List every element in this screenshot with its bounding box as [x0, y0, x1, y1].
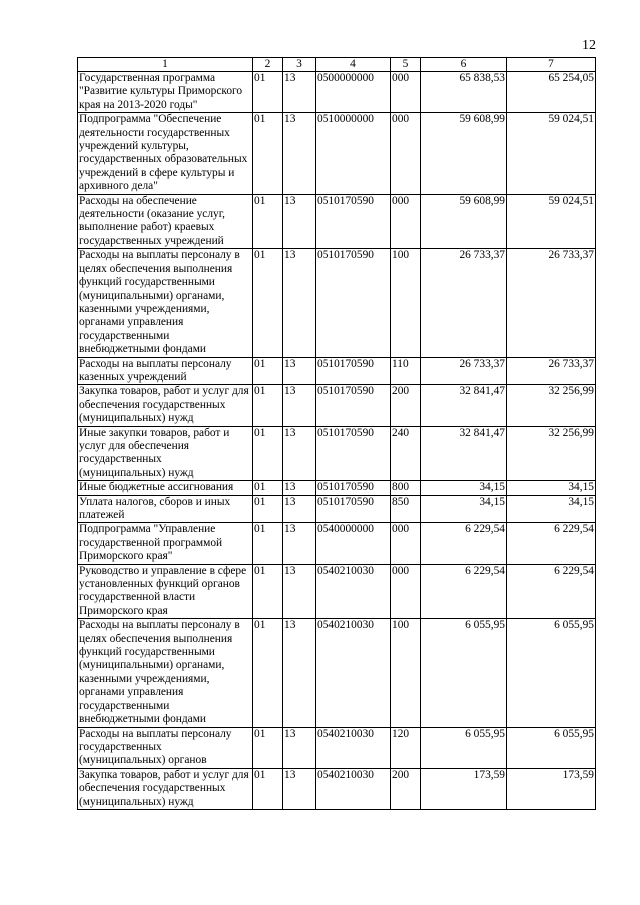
table-row — [78, 619, 596, 727]
expense-name-cell: Уплата налогов, сборов и иных платежей — [78, 495, 253, 523]
expense-type-cell: 200 — [391, 385, 421, 426]
column-header: 4 — [316, 58, 391, 72]
expense-type-cell: 100 — [391, 249, 421, 357]
table-row — [78, 768, 596, 809]
table-row — [78, 564, 596, 619]
target-article-cell: 0510170590 — [316, 385, 391, 426]
amount-year-2-cell: 32 256,99 — [507, 426, 596, 481]
table-row — [78, 249, 596, 357]
amount-year-2-cell: 6 229,54 — [507, 564, 596, 619]
column-header: 1 — [78, 58, 253, 72]
subsection-code-cell: 13 — [283, 426, 316, 481]
expense-type-cell: 000 — [391, 194, 421, 249]
amount-year-1-cell: 6 055,95 — [421, 619, 507, 727]
expense-type-cell: 110 — [391, 357, 421, 385]
expense-name-cell: Закупка товаров, работ и услуг для обеспечения государственных (муниципальных) нужд — [78, 385, 253, 426]
amount-year-2-cell: 6 055,95 — [507, 727, 596, 768]
page-number: 12 — [582, 38, 596, 53]
subsection-code-cell: 13 — [283, 357, 316, 385]
amount-year-1-cell: 59 608,99 — [421, 194, 507, 249]
expense-type-cell: 000 — [391, 523, 421, 564]
table-row — [78, 385, 596, 426]
expense-name-cell: Закупка товаров, работ и услуг для обеспечения государственных (муниципальных) нужд — [78, 768, 253, 809]
amount-year-2-cell: 26 733,37 — [507, 357, 596, 385]
amount-year-1-cell: 26 733,37 — [421, 249, 507, 357]
amount-year-1-cell: 6 229,54 — [421, 564, 507, 619]
expense-type-cell: 800 — [391, 481, 421, 495]
table-row — [78, 523, 596, 564]
subsection-code-cell: 13 — [283, 727, 316, 768]
table-row — [78, 357, 596, 385]
target-article-cell: 0510000000 — [316, 113, 391, 194]
expense-type-cell: 240 — [391, 426, 421, 481]
section-code-cell: 01 — [253, 727, 283, 768]
amount-year-2-cell: 6 229,54 — [507, 523, 596, 564]
target-article-cell: 0510170590 — [316, 495, 391, 523]
amount-year-1-cell: 34,15 — [421, 481, 507, 495]
column-header: 6 — [421, 58, 507, 72]
target-article-cell: 0540210030 — [316, 619, 391, 727]
expense-type-cell: 850 — [391, 495, 421, 523]
section-code-cell: 01 — [253, 357, 283, 385]
amount-year-2-cell: 32 256,99 — [507, 385, 596, 426]
amount-year-2-cell: 173,59 — [507, 768, 596, 809]
target-article-cell: 0500000000 — [316, 72, 391, 113]
section-code-cell: 01 — [253, 194, 283, 249]
section-code-cell: 01 — [253, 426, 283, 481]
amount-year-1-cell: 59 608,99 — [421, 113, 507, 194]
section-code-cell: 01 — [253, 113, 283, 194]
amount-year-2-cell: 65 254,05 — [507, 72, 596, 113]
section-code-cell: 01 — [253, 495, 283, 523]
expense-name-cell: Иные закупки товаров, работ и услуг для обеспечения государственных (муниципальных) нужд — [78, 426, 253, 481]
column-header: 7 — [507, 58, 596, 72]
expense-type-cell: 120 — [391, 727, 421, 768]
target-article-cell: 0540210030 — [316, 727, 391, 768]
amount-year-1-cell: 26 733,37 — [421, 357, 507, 385]
target-article-cell: 0510170590 — [316, 249, 391, 357]
section-code-cell: 01 — [253, 385, 283, 426]
subsection-code-cell: 13 — [283, 72, 316, 113]
target-article-cell: 0540000000 — [316, 523, 391, 564]
expense-type-cell: 200 — [391, 768, 421, 809]
subsection-code-cell: 13 — [283, 523, 316, 564]
target-article-cell: 0540210030 — [316, 564, 391, 619]
target-article-cell: 0510170590 — [316, 194, 391, 249]
table-row — [78, 426, 596, 481]
subsection-code-cell: 13 — [283, 249, 316, 357]
section-code-cell: 01 — [253, 523, 283, 564]
section-code-cell: 01 — [253, 564, 283, 619]
column-header: 3 — [283, 58, 316, 72]
table-body — [78, 72, 596, 810]
subsection-code-cell: 13 — [283, 385, 316, 426]
table-row — [78, 727, 596, 768]
amount-year-2-cell: 34,15 — [507, 481, 596, 495]
target-article-cell: 0510170590 — [316, 426, 391, 481]
subsection-code-cell: 13 — [283, 619, 316, 727]
column-header: 2 — [253, 58, 283, 72]
amount-year-2-cell: 59 024,51 — [507, 194, 596, 249]
target-article-cell: 0510170590 — [316, 357, 391, 385]
expense-type-cell: 000 — [391, 113, 421, 194]
amount-year-2-cell: 34,15 — [507, 495, 596, 523]
section-code-cell: 01 — [253, 768, 283, 809]
table-row — [78, 194, 596, 249]
budget-table — [77, 57, 596, 810]
expense-type-cell: 000 — [391, 564, 421, 619]
target-article-cell: 0510170590 — [316, 481, 391, 495]
section-code-cell: 01 — [253, 481, 283, 495]
table-row — [78, 495, 596, 523]
table-row — [78, 481, 596, 495]
subsection-code-cell: 13 — [283, 113, 316, 194]
amount-year-1-cell: 32 841,47 — [421, 385, 507, 426]
amount-year-2-cell: 6 055,95 — [507, 619, 596, 727]
section-code-cell: 01 — [253, 249, 283, 357]
column-header: 5 — [391, 58, 421, 72]
amount-year-1-cell: 173,59 — [421, 768, 507, 809]
expense-name-cell: Иные бюджетные ассигнования — [78, 481, 253, 495]
expense-name-cell: Расходы на обеспечение деятельности (оказание услуг, выполнение работ) краевых государственных учреждений — [78, 194, 253, 249]
expense-type-cell: 000 — [391, 72, 421, 113]
subsection-code-cell: 13 — [283, 495, 316, 523]
target-article-cell: 0540210030 — [316, 768, 391, 809]
amount-year-2-cell: 59 024,51 — [507, 113, 596, 194]
table-row — [78, 113, 596, 194]
expense-name-cell: Государственная программа "Развитие культуры Приморского края на 2013-2020 годы" — [78, 72, 253, 113]
subsection-code-cell: 13 — [283, 564, 316, 619]
expense-type-cell: 100 — [391, 619, 421, 727]
subsection-code-cell: 13 — [283, 481, 316, 495]
subsection-code-cell: 13 — [283, 194, 316, 249]
section-code-cell: 01 — [253, 619, 283, 727]
amount-year-2-cell: 26 733,37 — [507, 249, 596, 357]
amount-year-1-cell: 6 229,54 — [421, 523, 507, 564]
amount-year-1-cell: 6 055,95 — [421, 727, 507, 768]
amount-year-1-cell: 34,15 — [421, 495, 507, 523]
expense-name-cell: Расходы на выплаты персоналу в целях обеспечения выполнения функций государственными (муниципальными) органами, казенными учреждениями, органами управления государственными внебюджетными фондами — [78, 619, 253, 727]
subsection-code-cell: 13 — [283, 768, 316, 809]
section-code-cell: 01 — [253, 72, 283, 113]
table-row — [78, 72, 596, 113]
expense-name-cell: Расходы на выплаты персоналу государственных (муниципальных) органов — [78, 727, 253, 768]
amount-year-1-cell: 32 841,47 — [421, 426, 507, 481]
amount-year-1-cell: 65 838,53 — [421, 72, 507, 113]
expense-name-cell: Руководство и управление в сфере установленных функций органов государственной власти Приморского края — [78, 564, 253, 619]
expense-name-cell: Расходы на выплаты персоналу в целях обеспечения выполнения функций государственными (муниципальными) органами, казенными учреждениями, органами управления государственными внебюджетными фондами — [78, 249, 253, 357]
column-header-row — [78, 58, 596, 72]
expense-name-cell: Подпрограмма "Управление государственной программой Приморского края" — [78, 523, 253, 564]
expense-name-cell: Подпрограмма "Обеспечение деятельности государственных учреждений культуры, государственных образовательных учреждений в сфере культуры и архивного дела" — [78, 113, 253, 194]
expense-name-cell: Расходы на выплаты персоналу казенных учреждений — [78, 357, 253, 385]
